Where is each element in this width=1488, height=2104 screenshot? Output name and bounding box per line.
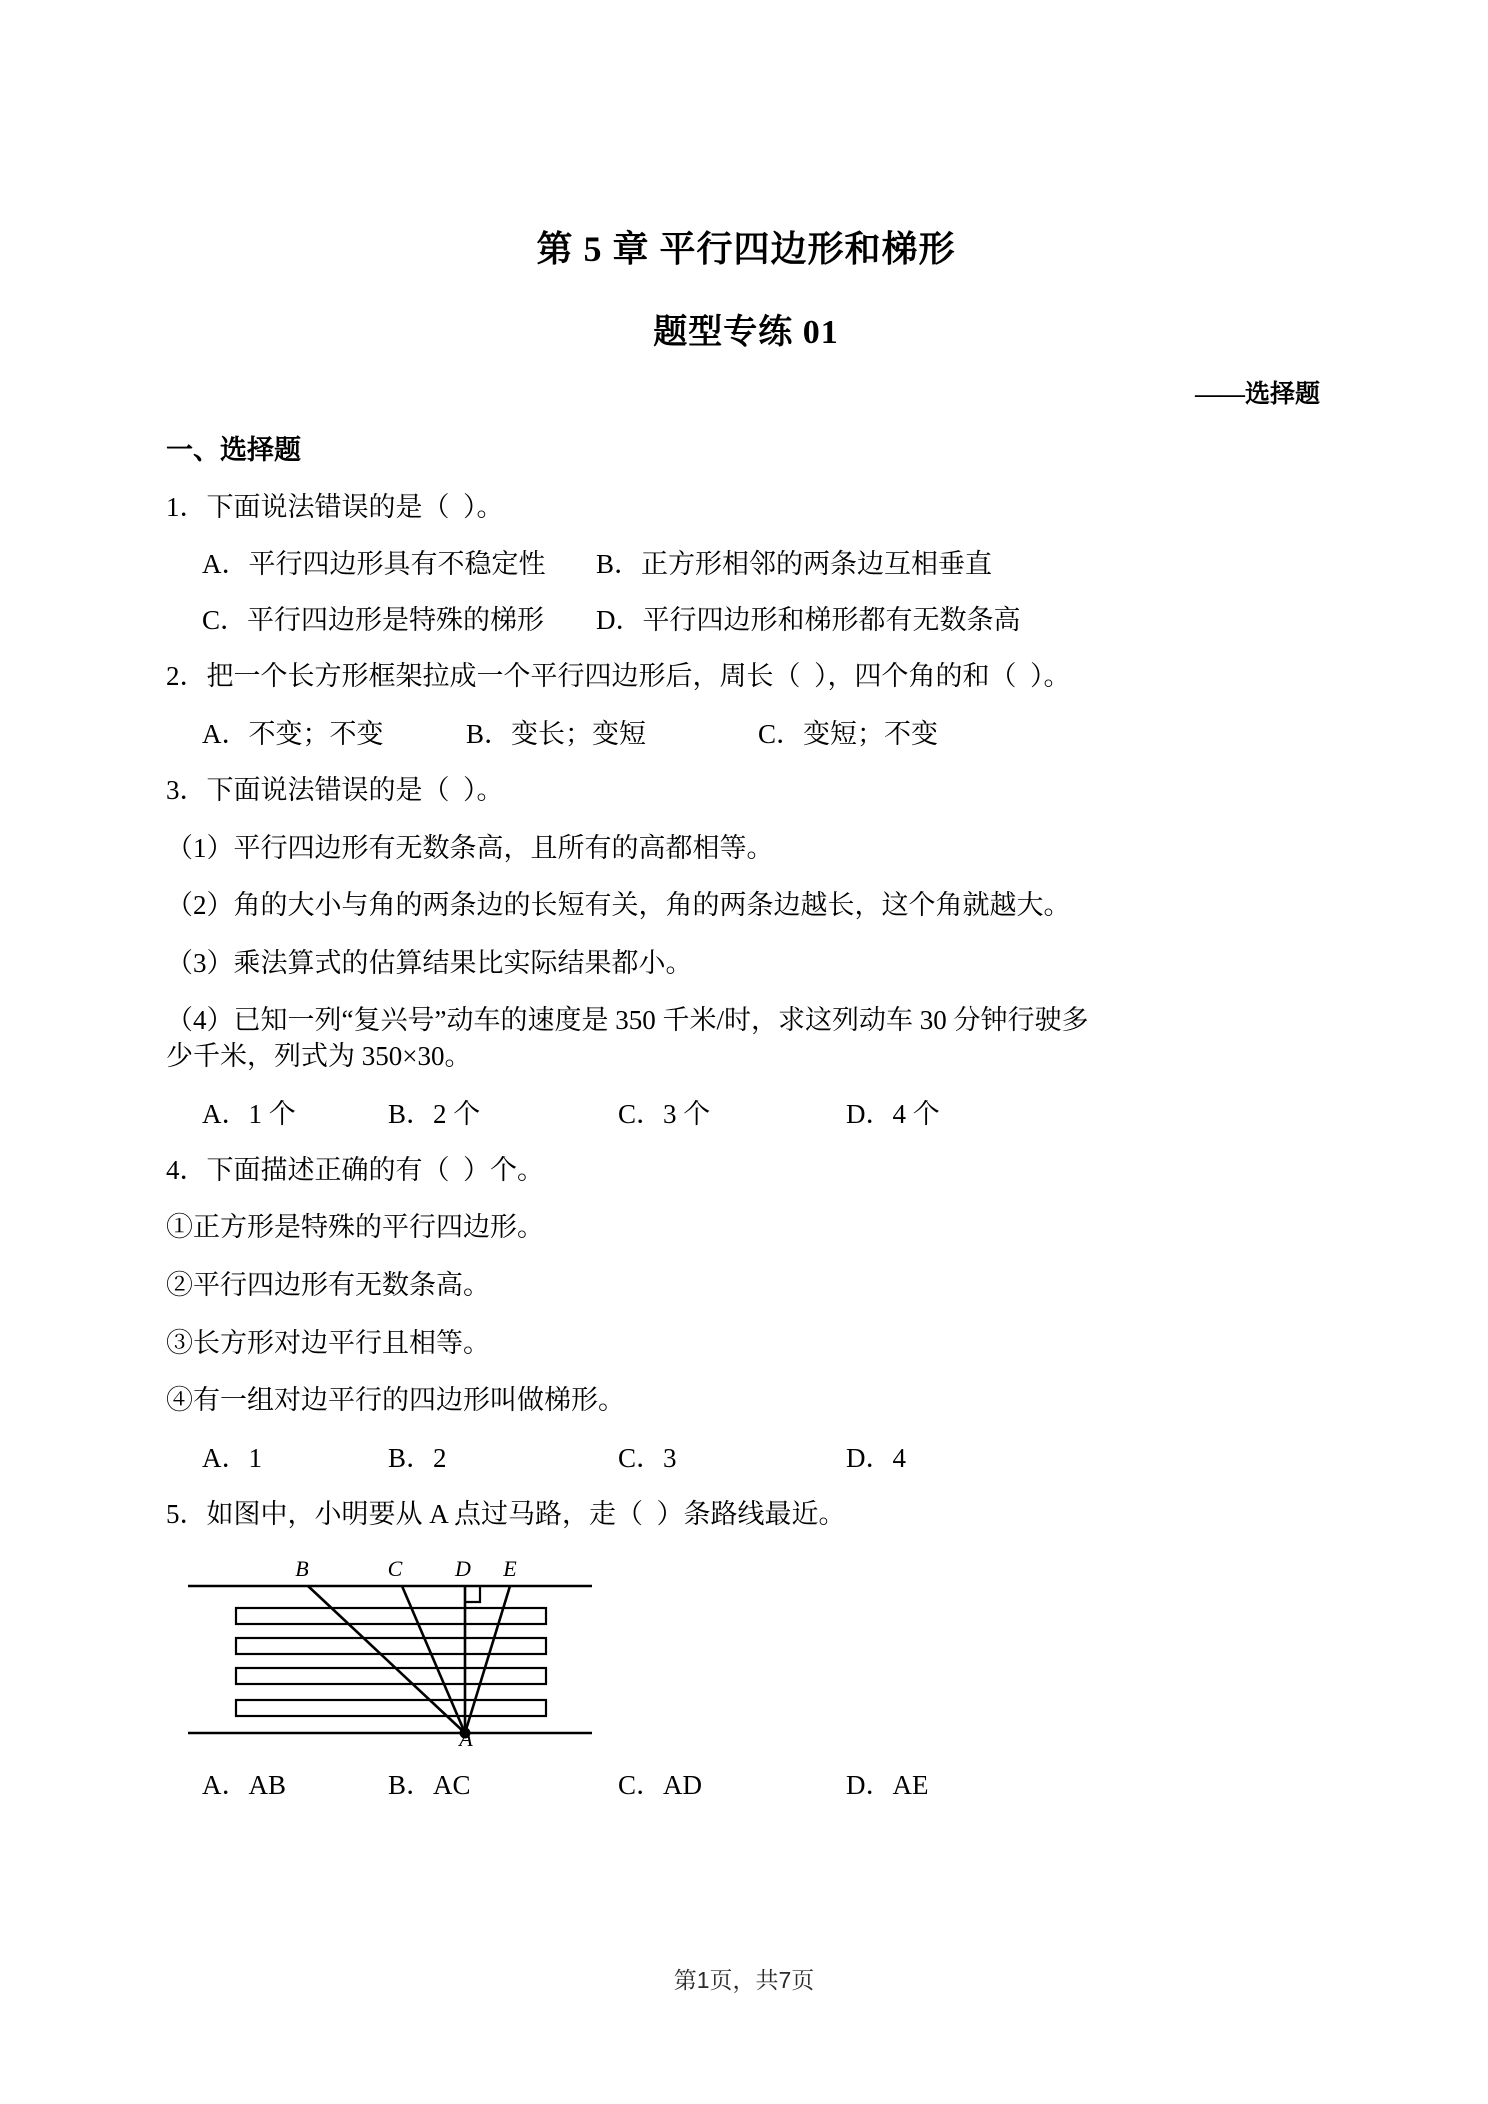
question-5-figure	[180, 1550, 600, 1746]
question-4-stem: 4．下面描述正确的有（ ）个。	[166, 1154, 544, 1185]
question-4-option-c[interactable]: C．3	[618, 1442, 677, 1473]
question-4-subitem-4: ④有一组对边平行的四边形叫做梯形。	[166, 1385, 625, 1416]
page-subtitle: 题型专练 01	[653, 314, 839, 352]
page-footer: 第1页，共7页	[673, 1967, 815, 1993]
question-3-options-row	[166, 1097, 1326, 1131]
question-4-subitem-2: ②平行四边形有无数条高。	[166, 1269, 490, 1300]
crosswalk-stripe-2	[236, 1638, 546, 1654]
question-3-option-a[interactable]: A．1 个	[202, 1098, 296, 1129]
crosswalk-diagram	[180, 1550, 600, 1746]
question-4-option-b[interactable]: B．2	[388, 1442, 447, 1473]
question-3-option-d[interactable]: D．4 个	[846, 1098, 940, 1129]
crosswalk-stripe-3	[236, 1668, 546, 1684]
question-3-stem: 3．下面说法错误的是（ ）。	[166, 774, 504, 805]
question-3-subitem-1: （1）平行四边形有无数条高，且所有的高都相等。	[166, 832, 774, 863]
question-2-stem: 2．把一个长方形框架拉成一个平行四边形后，周长（ ），四个角的和（ ）。	[166, 661, 1071, 692]
page-title: 第 5 章 平行四边形和梯形	[536, 229, 956, 269]
question-5-option-d[interactable]: D．AE	[846, 1770, 929, 1801]
point-label-a: A	[459, 1726, 473, 1747]
crosswalk-stripe-4	[236, 1700, 546, 1716]
page-kicker: ——选择题	[1194, 380, 1320, 408]
question-5-option-a[interactable]: A．AB	[202, 1770, 287, 1801]
question-3-option-b[interactable]: B．2 个	[388, 1098, 481, 1129]
point-label-b: B	[295, 1556, 309, 1582]
question-2-option-c[interactable]: C．变短；不变	[758, 718, 939, 749]
question-4-subitem-3: ③长方形对边平行且相等。	[166, 1327, 490, 1358]
question-3-subitem-2: （2）角的大小与角的两条边的长短有关，角的两条边越长，这个角就越大。	[166, 890, 1071, 921]
question-4-option-d[interactable]: D．4	[846, 1442, 906, 1473]
point-label-c: C	[387, 1556, 403, 1582]
question-5-option-c[interactable]: C．AD	[618, 1770, 703, 1801]
question-1-options-row-2	[166, 603, 1326, 637]
point-label-e: E	[503, 1556, 517, 1582]
point-label-d: D	[455, 1556, 471, 1582]
question-3-option-c[interactable]: C．3 个	[618, 1098, 711, 1129]
question-2-option-a[interactable]: A．不变；不变	[202, 718, 384, 749]
page-content	[166, 0, 1326, 1802]
question-4-option-a[interactable]: A．1	[202, 1442, 262, 1473]
question-1-option-d[interactable]: D．平行四边形和梯形都有无数条高	[596, 605, 1021, 636]
question-1-options-row-1	[166, 547, 1326, 581]
question-5-option-b[interactable]: B．AC	[388, 1770, 471, 1801]
question-1-option-a[interactable]: A．平行四边形具有不稳定性	[202, 549, 546, 580]
section-heading-choice: 一、选择题	[166, 434, 301, 465]
question-3-subitem-3: （3）乘法算式的估算结果比实际结果都小。	[166, 947, 693, 978]
question-5-stem: 5．如图中，小明要从 A 点过马路，走（ ）条路线最近。	[166, 1498, 846, 1529]
question-1-option-c[interactable]: C．平行四边形是特殊的梯形	[202, 605, 545, 636]
question-2-options-row	[166, 717, 1326, 751]
question-2-option-b[interactable]: B．变长；变短	[466, 718, 647, 749]
question-3-subitem-4: （4）已知一列“复兴号”动车的速度是 350 千米/时，求这列动车 30 分钟行驶多	[166, 1005, 1089, 1036]
question-1-option-b[interactable]: B．正方形相邻的两条边互相垂直	[596, 549, 993, 580]
question-1-stem: 1．下面说法错误的是（ ）。	[166, 491, 504, 522]
question-4-subitem-1: ①正方形是特殊的平行四边形。	[166, 1212, 544, 1243]
question-4-options-row	[166, 1441, 1326, 1475]
question-5-options-row	[166, 1768, 1326, 1802]
question-3-subitem-4-continuation: 少千米，列式为 350×30。	[166, 1041, 472, 1072]
right-angle-mark-icon	[465, 1587, 480, 1602]
